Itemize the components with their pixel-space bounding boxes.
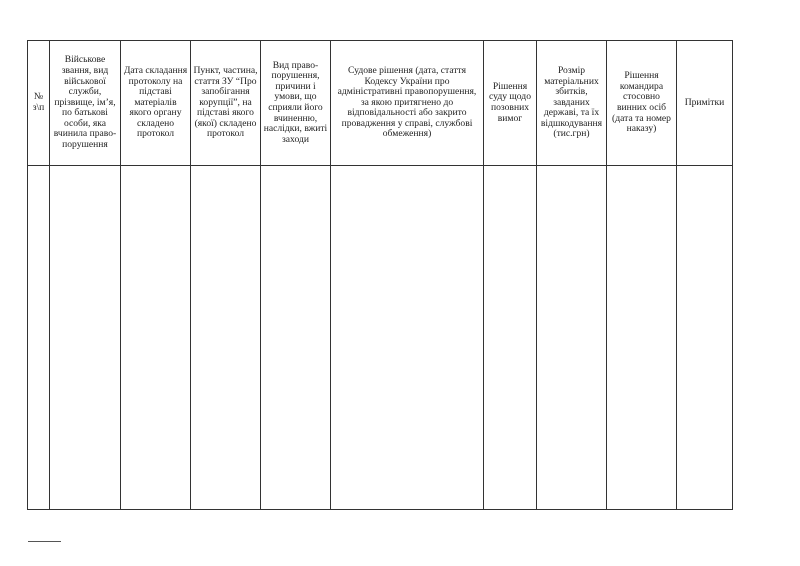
table-cell-claims-decision — [484, 166, 537, 510]
table-body-row — [28, 166, 733, 510]
table-cell-offense-type — [261, 166, 331, 510]
column-header-offender: Військове звання, вид військової служби, прізвище, ім’я, по батькові особи, яка вчинила правопорушення — [50, 41, 121, 166]
table-cell-number — [28, 166, 50, 510]
table-cell-law-article — [191, 166, 261, 510]
column-header-commander-decision: Рішення командира стосовно винних осіб (дата та номер наказу) — [607, 41, 677, 166]
column-header-law-article: Пункт, частина, стаття ЗУ “Про запобігання корупції”, на підставі якого (якої) складено протокол — [191, 41, 261, 166]
column-header-notes: Примітки — [677, 41, 733, 166]
table-cell-offender — [50, 166, 121, 510]
column-header-offense-type: Вид правопорушення, причини і умови, що сприяли його вчиненню, наслідки, вжиті заходи — [261, 41, 331, 166]
table-cell-commander-decision — [607, 166, 677, 510]
table-header-row — [28, 41, 733, 166]
column-header-court-decision: Судове рішення (дата, стаття Кодексу України про адміністративні правопорушення, за якою притягнено до відповідальності або закрито провадження у справі, службові обмеження) — [331, 41, 484, 166]
column-header-number: № з\п — [28, 41, 50, 166]
table-cell-notes — [677, 166, 733, 510]
column-header-claims-decision: Рішення суду щодо позовних вимог — [484, 41, 537, 166]
offense-register-table — [27, 40, 733, 510]
column-header-protocol-date: Дата складання протоколу на підставі матеріалів якого органу складено протокол — [121, 41, 191, 166]
column-header-damages: Розмір матеріальних збитків, завданих державі, та їх відшкодування (тис.грн) — [537, 41, 607, 166]
table-cell-protocol-date — [121, 166, 191, 510]
table-cell-damages — [537, 166, 607, 510]
table-cell-court-decision — [331, 166, 484, 510]
footnote-rule — [28, 541, 61, 542]
